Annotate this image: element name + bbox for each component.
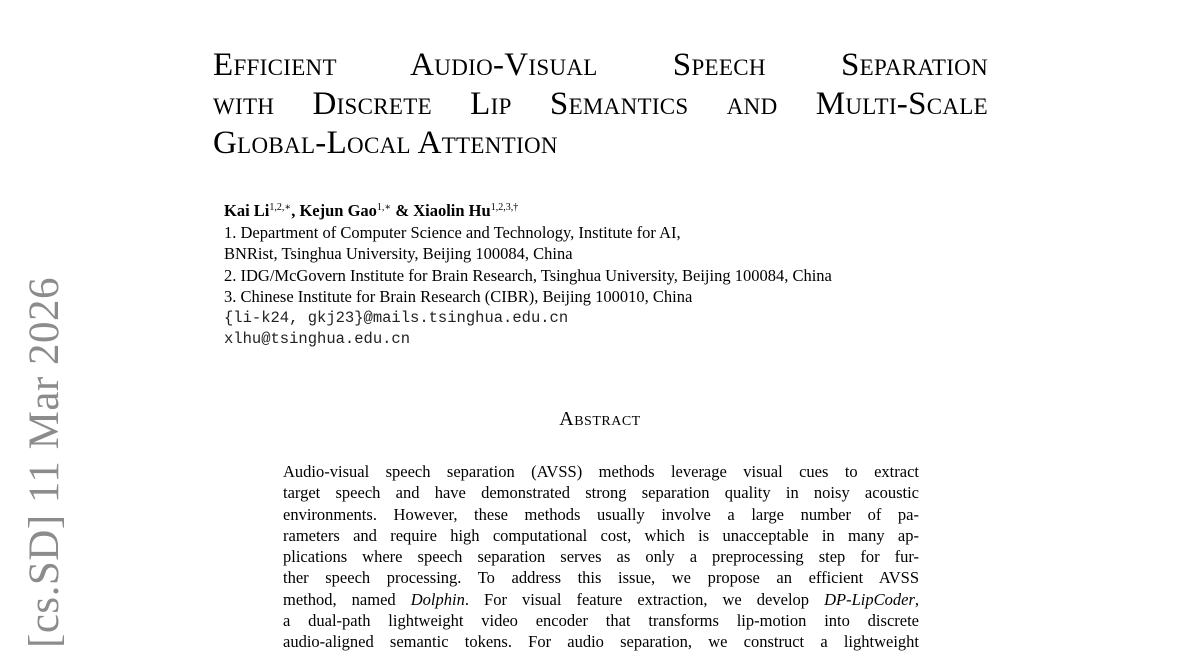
abstract-line: plications where speech separation serves as only a preprocessing step for fur-: [283, 547, 919, 567]
title-line-2: with Discrete Lip Semantics and Multi-Scale: [213, 86, 988, 122]
title-line-3: Global-Local Attention: [213, 125, 558, 161]
email-line[interactable]: xlhu@tsinghua.edu.cn: [224, 330, 411, 348]
title-line-1: Efficient Audio-Visual Speech Separation: [213, 47, 988, 83]
abstract-line: environments. However, these methods usually involve a large number of pa-: [283, 504, 919, 524]
author-3-name: Xiaolin Hu: [413, 201, 491, 220]
abstract-line: a dual-path lightweight video encoder that transforms lip-motion into discrete: [283, 611, 919, 631]
email-line[interactable]: {li-k24, gkj23}@mails.tsinghua.edu.cn: [224, 308, 569, 327]
author-1-affil: 1,2,∗: [269, 202, 292, 213]
abstract-line: rameters and require high computational cost, which is unacceptable in many ap-: [283, 525, 919, 545]
author-1-name: Kai Li: [224, 201, 270, 220]
paper-title: [213, 46, 988, 163]
affiliation-line: 2. IDG/McGovern Institute for Brain Research, Tsinghua University, Beijing 100084, China: [224, 265, 832, 285]
affiliation-line: 1. Department of Computer Science and Technology, Institute for AI,: [224, 222, 681, 242]
abstract-line: audio-aligned semantic tokens. For audio separation, we construct a lightweight: [283, 632, 919, 652]
abstract-body: [283, 461, 919, 653]
abstract-line: target speech and have demonstrated strong separation quality in noisy acoustic: [283, 483, 919, 503]
abstract-heading: Abstract: [559, 408, 641, 430]
author-2-affil: 1,∗: [376, 202, 392, 213]
abstract-line: Audio-visual speech separation (AVSS) methods leverage visual cues to extract: [283, 462, 919, 481]
author-2-name: Kejun Gao: [299, 201, 377, 220]
arxiv-stamp: [cs.SD] 11 Mar 2026: [21, 277, 68, 648]
author-names: Kai $Li^{1,2,∗}$, Kejun Gao$^{1,∗}$ & Xiaolin $Hu^{1,2,3,\dagger}$: [224, 201, 519, 220]
abstract-line: method, named Dolphin. For visual feature extraction, we develop DP-LipCoder,: [283, 589, 919, 609]
author-block: [224, 200, 832, 351]
abstract-line: ther speech processing. To address this issue, we propose an efficient AVSS: [283, 568, 919, 588]
affiliation-line: BNRist, Tsinghua University, Beijing 100084, China: [224, 244, 573, 263]
author-3-affil: 1,2,3,†: [490, 202, 519, 213]
affiliation-line: 3. Chinese Institute for Brain Research (CIBR), Beijing 100010, China: [224, 287, 693, 306]
